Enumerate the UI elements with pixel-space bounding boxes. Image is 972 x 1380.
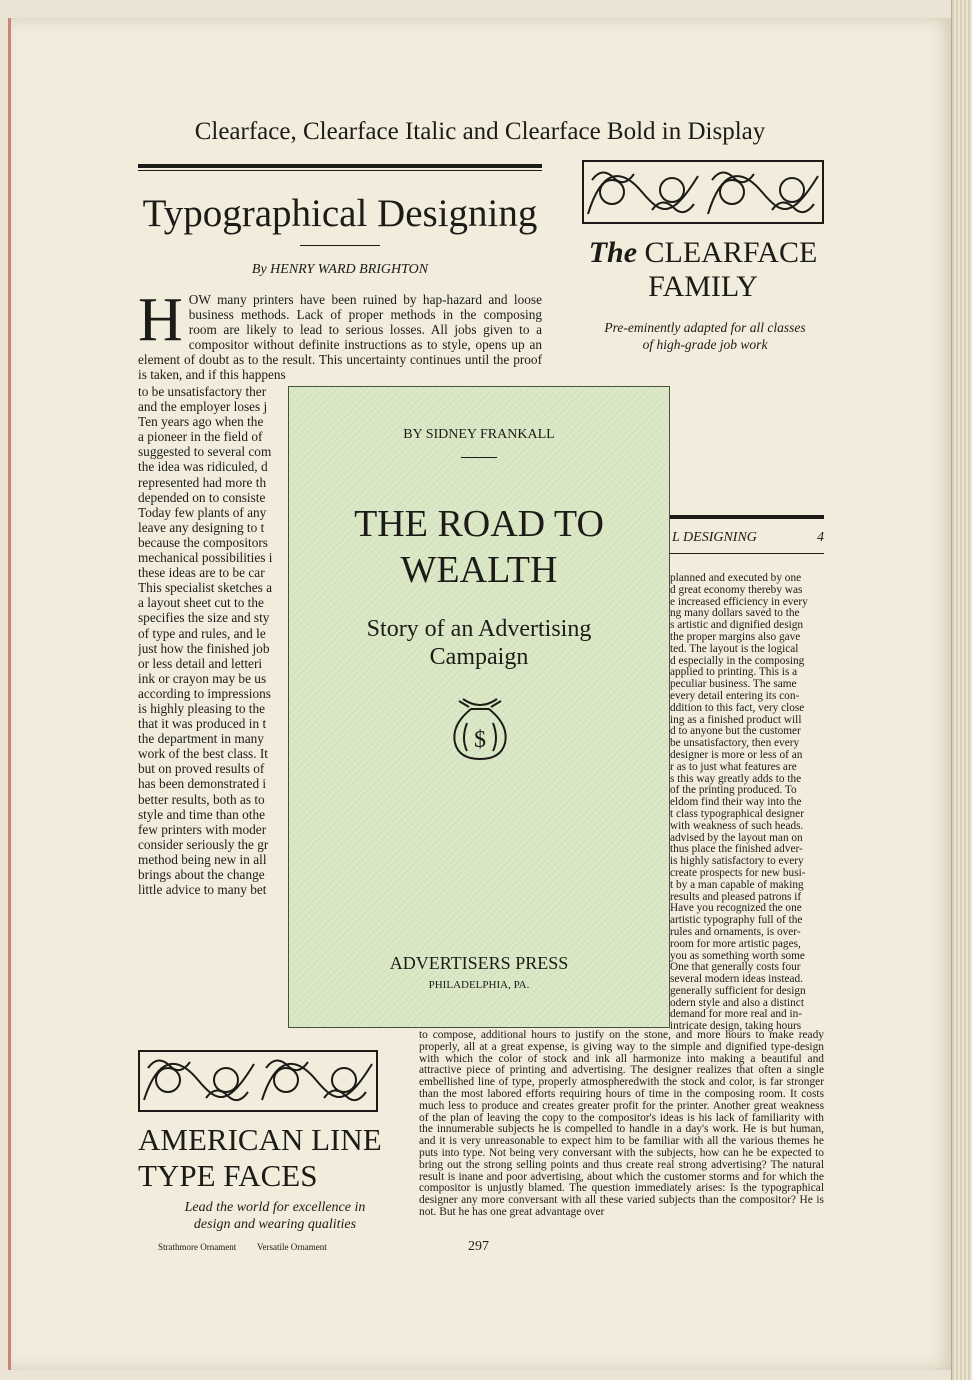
- right-column-line: be unsatisfactory, then every: [670, 737, 800, 750]
- running-head: [672, 530, 824, 546]
- right-column-line: eldom find their way into the: [670, 796, 802, 809]
- title-rule-thin: [138, 170, 542, 171]
- money-bag-icon: [449, 695, 511, 761]
- right-column-line: results and pleased patrons if: [670, 890, 802, 903]
- right-column-line: planned and executed by one: [670, 573, 802, 584]
- left-column-line: better results, both as to: [138, 791, 265, 807]
- left-column-line: This specialist sketches a: [138, 580, 273, 596]
- vine-ornament-icon: [582, 160, 824, 224]
- american-title: AMERICAN LINE TYPE FACES: [138, 1122, 382, 1193]
- article-intro: [138, 286, 542, 383]
- article-left-column: [138, 384, 288, 904]
- american-ornament: [138, 1050, 378, 1112]
- right-column-line: you as something worth some: [670, 949, 805, 962]
- left-column-line: because the compositors: [138, 534, 268, 550]
- left-column-line: brings about the change: [138, 867, 265, 882]
- left-column-line: to be unsatisfactory ther: [138, 384, 267, 399]
- right-column-line: s this way greatly adds to the: [670, 772, 802, 785]
- left-column-line: and the employer loses j: [138, 399, 268, 415]
- right-column-line: e increased efficiency in every: [670, 595, 808, 608]
- right-column: [670, 573, 824, 1033]
- american-tagline: Lead the world for excellence in design and wearing qualities: [184, 1200, 366, 1232]
- left-column-line: style and time than othe: [138, 806, 266, 822]
- right-column-line: several modern ideas instead.: [670, 973, 804, 986]
- left-column-line: but on proved results of: [138, 761, 265, 777]
- footer-ornament-2: Versatile Ornament: [257, 1242, 327, 1252]
- footer-ornament-1: Strathmore Ornament: [158, 1242, 237, 1252]
- left-column-line: depended on to consiste: [138, 489, 266, 505]
- right-column-line: peculiar business. The same: [670, 678, 797, 691]
- right-column-line: rules and ornaments, is over-: [670, 925, 801, 938]
- right-column-line: One that generally costs four: [670, 961, 801, 974]
- clearface-tagline: Pre-eminently adapted for all classes of high-grade job work: [604, 320, 806, 352]
- page-header: Clearface, Clearface Italic and Clearface Bold in Display: [194, 118, 766, 145]
- right-column-line: the proper margins also gave: [670, 630, 801, 643]
- left-column-line: represented had more th: [138, 474, 267, 490]
- left-column-line: just how the finished job: [138, 640, 270, 656]
- left-column-line: the department in many: [138, 731, 264, 747]
- left-column-line: little advice to many bet: [138, 882, 267, 898]
- left-column-line: method being new in all: [138, 851, 267, 867]
- right-column-line: s artistic and dignified design: [670, 619, 804, 632]
- right-column-line: intricate design, taking hours: [670, 1020, 802, 1033]
- title-separator: [300, 245, 380, 246]
- right-column-line: with weakness of such heads.: [670, 819, 804, 832]
- running-head-label: L DESIGNING: [672, 530, 757, 545]
- clearface-title-rest: CLEARFACE FAMILY: [644, 236, 818, 303]
- intro-text: OW many printers have been ruined by hap-hazard and loose business methods. Lack of proper methods in the composing room are likely to lead to serious losses. All jobs given to a compositor without definite instructions as to style, opens up an element of doubt as to the result. This uncertainty continues until the proof is taken, and if this happens: [138, 292, 542, 383]
- cover-city: PHILADELPHIA, PA.: [428, 979, 530, 991]
- left-column-line: Today few plants of any: [138, 504, 267, 520]
- running-head-rule: [670, 553, 824, 554]
- left-column-line: specifies the size and sty: [138, 610, 270, 626]
- left-column-line: consider seriously the gr: [138, 836, 269, 852]
- left-column-line: or less detail and letteri: [138, 655, 263, 671]
- right-column-line: advised by the layout man on: [670, 831, 803, 844]
- left-column-line: has been demonstrated i: [138, 776, 267, 792]
- cover-subtitle: Story of an Advertising Campaign: [366, 616, 592, 670]
- left-column-line: that it was produced in t: [138, 716, 267, 732]
- clearface-title-prefix: The: [588, 236, 638, 269]
- right-column-line: designer is more or less of an: [670, 748, 803, 761]
- title-rule-top: [138, 164, 542, 168]
- right-column-line: generally sufficient for design: [670, 984, 806, 997]
- right-column-line: ng many dollars saved to the: [670, 607, 800, 620]
- money-bag: [449, 695, 511, 761]
- scroll-ornament-icon: [138, 1050, 378, 1112]
- left-column-line: is highly pleasing to the: [138, 700, 266, 716]
- left-column-line: leave any designing to t: [138, 519, 265, 535]
- cover-publisher: ADVERTISERS PRESS: [389, 953, 569, 973]
- page-number: 297: [468, 1239, 489, 1254]
- right-column-line: create prospects for new busi-: [670, 866, 806, 879]
- running-head-number: 4: [817, 530, 824, 545]
- left-column-line: suggested to several com: [138, 444, 272, 460]
- clearface-ornament: [582, 160, 824, 224]
- right-column-line: of the printing produced. To: [670, 784, 797, 797]
- left-column-line: a layout sheet cut to the: [138, 595, 264, 611]
- right-column-line: ing as a finished product will: [670, 713, 802, 726]
- left-column-line: these ideas are to be car: [138, 565, 265, 581]
- clearface-title: [578, 236, 828, 304]
- right-column-line: room for more artistic pages,: [670, 937, 801, 950]
- left-column-line: a pioneer in the field of: [138, 429, 263, 445]
- left-column-line: few printers with moder: [138, 821, 267, 837]
- cover-byline: BY SIDNEY FRANKALL: [403, 427, 555, 442]
- left-column-line: Ten years ago when the: [138, 414, 264, 430]
- right-column-line: odern style and also a distinct: [670, 996, 804, 1009]
- right-rule: [670, 515, 824, 519]
- right-column-line: ddition to this fact, very close: [670, 701, 805, 714]
- right-column-line: d especially in the composing: [670, 654, 805, 667]
- right-column-line: artistic typography full of the: [670, 914, 803, 927]
- money-bag-symbol: $: [474, 727, 486, 753]
- right-column-line: Have you recognized the one: [670, 902, 802, 915]
- right-column-line: every detail entering its con-: [670, 689, 800, 702]
- right-column-line: d great economy thereby was: [670, 583, 803, 596]
- left-column-line: of type and rules, and le: [138, 625, 266, 641]
- article-title: Typographical Designing: [142, 192, 538, 235]
- left-column-line: mechanical possibilities i: [138, 550, 273, 566]
- right-column-line: ted. The layout is the logical: [670, 642, 799, 655]
- right-column-line: applied to printing. This is a: [670, 666, 798, 679]
- right-column-line: t by a man capable of making: [670, 878, 804, 891]
- right-column-line: d to anyone but the customer: [670, 725, 801, 738]
- right-column-line: thus place the finished adver-: [670, 843, 803, 856]
- drop-cap: H: [138, 286, 183, 354]
- right-column-line: is highly satisfactory to every: [670, 855, 804, 868]
- left-column-line: the idea was ridiculed, d: [138, 459, 268, 475]
- cover-title: THE ROAD TO WEALTH: [354, 503, 604, 591]
- left-column-line: according to impressions: [138, 685, 271, 701]
- book-cover: [288, 386, 670, 1028]
- cover-rule: [461, 457, 497, 458]
- article-byline: By HENRY WARD BRIGHTON: [251, 262, 429, 277]
- bottom-paragraph: to compose, additional hours to justify on the stone, and more hours to make ready properly, all at a great expense, is giving way to the simple and dignified type-design with which the color of stock and ink all harmonize into making a beautiful and attractive piece of printing and advertising. The designer realizes that often a single embellished line of type, properly atmospheredwith the stock and color, is far stronger than the most labored efforts requiring hours of time in the composing room. It costs much less to produce and creates greater profit for the printer. Another great weakness of the plan of leaving the copy to the compositor's ideas is his lack of familiarity with the innumerable subjects he is compelled to handle in a day's work. He is but human, and it is very unreasonable to expect him to be familiar with all the various themes he puts into type. Not being very conversant with the subjects, how can he be expected to bring out the strong selling points and thus create real strong advertising? The natural result is inane and poor advertising, about which the customer storms and for which the compositor is unjustly blamed. The question immediately arises: Is the typographical designer any more conversant with all these varied subjects than the compositor? He is not. But he has one great advantage over: [419, 1029, 824, 1218]
- left-column-line: work of the best class. It: [138, 746, 268, 762]
- page-edges: [951, 0, 972, 1380]
- right-column-line: r as to just what features are: [670, 760, 797, 773]
- left-column-line: ink or crayon may be us: [138, 670, 267, 686]
- right-column-line: t class typographical designer: [670, 807, 804, 820]
- right-column-line: demand for more real and in-: [670, 1008, 803, 1021]
